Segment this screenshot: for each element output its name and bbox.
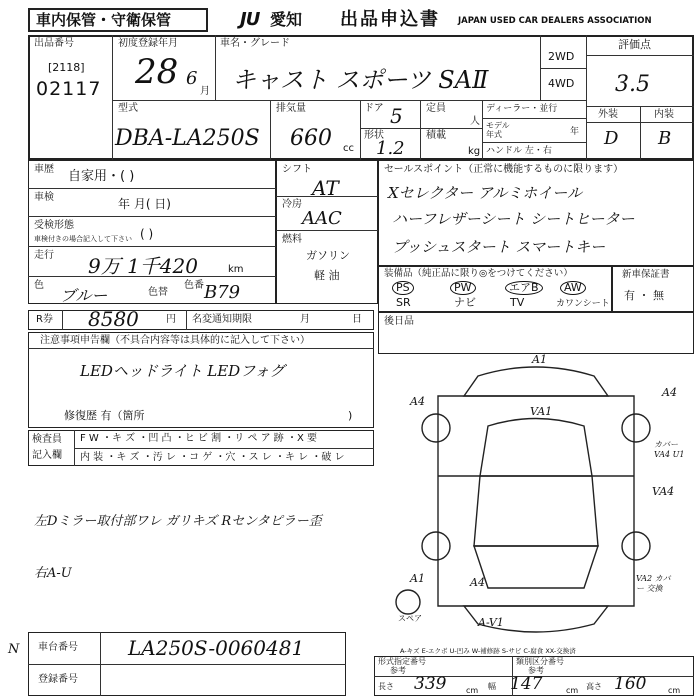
int-grade: B (658, 128, 672, 149)
form-title: 出品申込書 (340, 9, 440, 30)
row-divider (482, 142, 586, 143)
damage-mark: カバー VA4 U1 (654, 440, 685, 459)
equip-navi: ナビ (454, 296, 476, 309)
col-divider (640, 106, 641, 160)
fw-line: F W ・キ ズ ・凹 凸 ・ヒ ビ 割 ・リ ペ ア 跡 ・X 要 (80, 433, 317, 444)
damage-mark: VA1 (530, 405, 553, 418)
selling-line-1: Xセレクター アルミホイール (388, 184, 582, 202)
row-divider (28, 348, 374, 349)
diagram-legend: A-キズ E-エクボ U-凹み W-補修跡 S-サビ C-腐食 XX-交換済 (400, 647, 576, 655)
form-sub: 参考 (390, 666, 406, 675)
cat-sub: 参考 (528, 666, 544, 675)
height-unit: cm (668, 686, 681, 695)
col-divider (100, 632, 101, 696)
n-mark: N (8, 642, 20, 657)
damage-mark: A1 (410, 572, 425, 585)
col-divider (62, 310, 63, 330)
shift-label: シフト (282, 164, 312, 175)
ju-logo: JU (240, 9, 260, 30)
damage-mark: A1 (532, 353, 547, 366)
remark-line-1: 左Dミラー取付部ワレ ガリキズ Rセンタピラー歪 (34, 514, 322, 529)
notice-month: 月 (300, 314, 310, 325)
inspector-label: 検査員 (32, 434, 62, 445)
model-label: 型式 (118, 103, 138, 114)
spare-label: スペア (398, 614, 422, 623)
width-label: 幅 (488, 682, 496, 691)
mileage-value: 9万 1千420 (88, 254, 198, 278)
selling-points-label: セールスポイント（正常に機能するものに限ります） (384, 164, 624, 175)
row-divider (28, 216, 276, 217)
recycle-label: R券 (36, 314, 53, 325)
row-divider (28, 664, 346, 665)
damage-mark: A-V1 (478, 616, 504, 629)
recycle-unit: 円 (166, 314, 176, 325)
row-divider (540, 68, 586, 69)
drive-2wd: 2WD (548, 50, 575, 63)
col-divider (215, 35, 216, 100)
fuel-gas: ガソリン (306, 249, 350, 262)
color-value: ブルー (60, 286, 108, 305)
history-value: 自家用・( ) (68, 169, 135, 184)
ext-label: 外装 (598, 109, 618, 120)
row-divider (74, 448, 374, 449)
disp-value: 660 (290, 126, 332, 151)
load-label: 積載 (426, 130, 446, 141)
equip-seat: カワンシート (556, 299, 610, 309)
row-divider (276, 230, 378, 231)
damage-mark: A4 (410, 395, 425, 408)
len-unit: cm (466, 686, 479, 695)
equip-tv: TV (510, 296, 525, 309)
height-label: 高さ (586, 682, 602, 691)
len-value: 339 (414, 674, 447, 694)
int-line: 内 装 ・キ ズ ・汚 レ ・コ ゲ ・穴 ・ス レ ・キ レ ・破 レ (80, 452, 345, 463)
cap-unit: 人 (470, 116, 480, 127)
warranty-value: 有 ・ 無 (624, 289, 664, 302)
drive-4wd: 4WD (548, 77, 575, 90)
notice-day: 日 (352, 314, 362, 325)
mileage-unit: km (228, 264, 244, 275)
chassis-value: LA250S-0060481 (128, 636, 305, 660)
later-box (378, 312, 694, 354)
car-diagram (378, 356, 694, 642)
col-divider (586, 35, 587, 160)
width-unit: cm (566, 686, 579, 695)
org-name: 愛知 (270, 10, 303, 29)
equip-sr: SR (396, 296, 411, 309)
reg-label: 初度登録年月 (118, 38, 178, 49)
model-value: DBA-LA250S (115, 126, 260, 151)
warranty-label: 新車保証書 (622, 269, 670, 280)
color-no-label: 色替 (148, 287, 168, 298)
load-unit: kg (468, 146, 481, 157)
equip-airbag: エアB (505, 281, 543, 295)
row-divider (482, 118, 586, 119)
inspection-value: 年 月( 日) (118, 197, 171, 211)
reg-value: 28 (135, 52, 179, 92)
row-divider (586, 55, 694, 56)
shift-value: AT (312, 176, 339, 200)
color-code: B79 (204, 282, 241, 303)
shape-label: 形状 (364, 130, 384, 141)
damage-mark: A4 (662, 386, 677, 399)
car-name: キャスト スポーツ SAⅡ (232, 66, 489, 94)
later-label: 後日品 (384, 316, 414, 327)
association-name: JAPAN USED CAR DEALERS ASSOCIATION (458, 16, 652, 26)
mileage-label: 走行 (34, 250, 54, 261)
reg-month-unit: 月 (200, 86, 210, 97)
score-label: 評価点 (618, 38, 651, 51)
storage-text: 車内保管・守衛保管 (36, 11, 172, 29)
col-divider (112, 35, 113, 160)
form-label: 形式指定番号 (378, 657, 426, 666)
damage-mark: VA4 (652, 485, 675, 498)
doors-label: ドア (364, 103, 384, 114)
ac-value: AAC (302, 208, 342, 229)
height-value: 160 (614, 674, 647, 694)
len-label: 長さ (378, 682, 394, 691)
col-divider (482, 100, 483, 160)
reg-no-label: 登録番号 (38, 674, 78, 685)
fuel-label: 燃料 (282, 234, 302, 245)
fuel-diesel: 軽 油 (314, 269, 340, 282)
color-code-label: 色番 (184, 280, 204, 291)
inspection-label: 車検 (34, 192, 54, 203)
cap-label: 定員 (426, 103, 446, 114)
doors-value: 5 (390, 104, 403, 128)
row-divider (28, 246, 276, 247)
selling-line-3: プッシュスタート スマートキー (392, 238, 606, 256)
repair-label: 修復歴 有（箇所 (64, 409, 145, 422)
entry-label: 記入欄 (32, 450, 62, 461)
notes-label: 注意事項申告欄（不具合内容等は具体的に記入して下さい） (40, 335, 310, 346)
col-divider (270, 100, 271, 160)
row-divider (360, 128, 482, 129)
row-divider (112, 100, 586, 101)
width-value: 147 (510, 674, 543, 694)
col-divider (186, 310, 187, 330)
lot-small: [2118] (48, 61, 85, 74)
damage-mark: VA2 カバー 交換 (636, 574, 671, 593)
receive-label: 受検形態 (34, 220, 74, 231)
repair-close: ) (348, 409, 353, 422)
remark-line-2: 右A-U (34, 566, 72, 581)
col-divider (360, 100, 361, 160)
ac-label: 冷房 (282, 199, 302, 210)
equip-aw: AW (560, 281, 586, 295)
equipment-label: 装備品（純正品に限り◎をつけてください） (384, 268, 573, 279)
receive-note: 車検付きの場合記入して下さい (34, 235, 132, 243)
notice-label: 名変通知期限 (192, 314, 252, 325)
year-unit: 年 (570, 127, 580, 137)
col-divider (420, 100, 421, 160)
shape-value: 1.2 (376, 138, 405, 159)
notes-line-1: LEDヘッドライト LEDフォグ (80, 362, 285, 380)
disp-unit: cc (343, 143, 354, 154)
selling-line-2: ハーフレザーシート シートヒーター (392, 210, 635, 228)
color-label: 色 (34, 280, 44, 291)
model-year-label: モデル年式 (486, 121, 510, 139)
damage-mark: A4 (470, 576, 485, 589)
lot-number: 02117 (36, 78, 102, 100)
name-label: 車名・グレード (220, 38, 290, 49)
equip-pw: PW (450, 281, 476, 295)
int-label: 内装 (654, 109, 674, 120)
lot-label: 出品番号 (34, 38, 74, 49)
recycle-value: 8580 (88, 307, 139, 331)
handle-label: ハンドル 左・右 (486, 146, 552, 156)
reg-month: 6 (186, 68, 198, 89)
row-divider (28, 188, 276, 189)
receive-paren: ( ) (140, 227, 154, 241)
history-label: 車歴 (34, 164, 54, 175)
ext-grade: D (604, 128, 619, 149)
chassis-label: 車台番号 (38, 642, 78, 653)
dealer-label: ディーラー・並行 (486, 104, 558, 114)
cat-label: 類別区分番号 (516, 657, 564, 666)
equip-ps: PS (392, 281, 414, 295)
disp-label: 排気量 (276, 103, 306, 114)
score-value: 3.5 (615, 72, 650, 97)
